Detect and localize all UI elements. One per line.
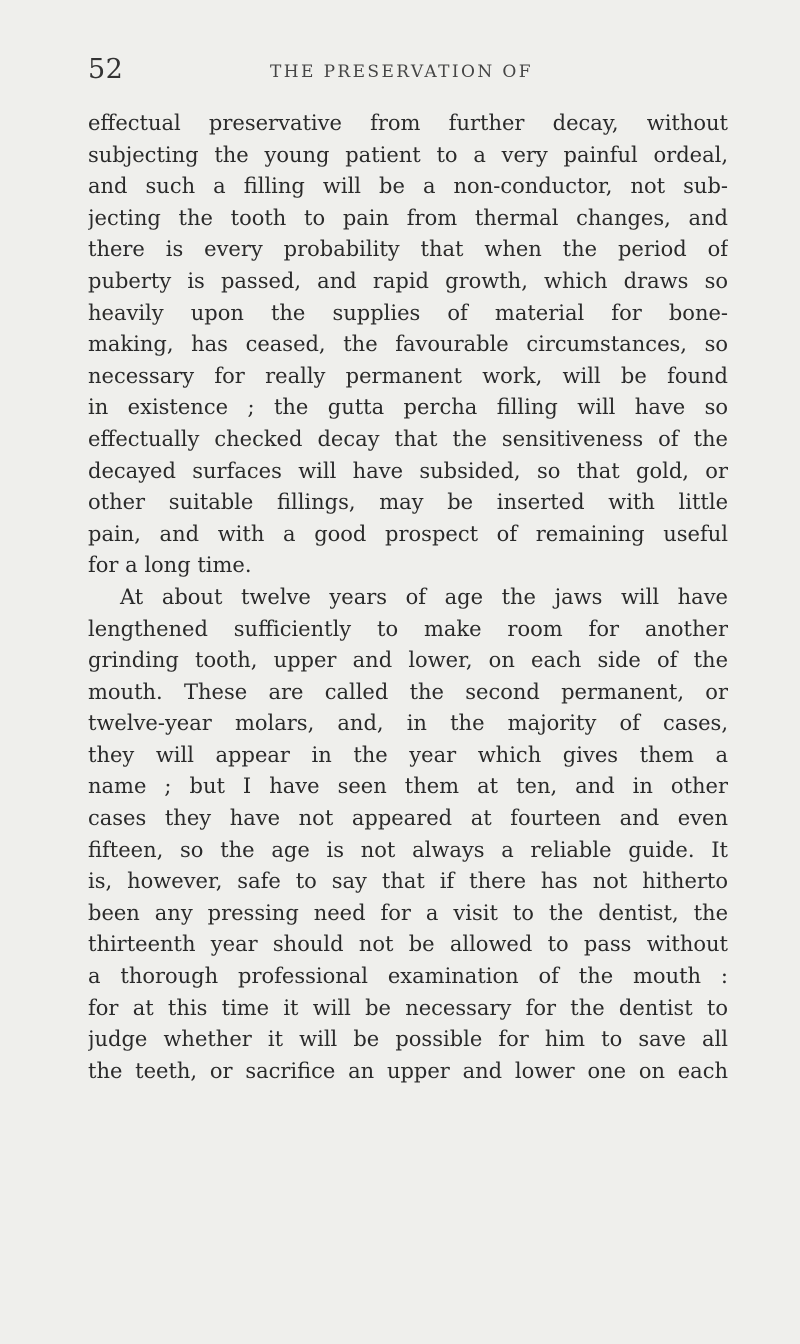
text-line: jecting the tooth to pain from thermal changes, and (88, 205, 728, 230)
text-line: and such a filling will be a non-conductor, not sub- (88, 174, 728, 199)
text-line: lengthened sufficiently to make room for another (88, 616, 728, 641)
text-line: heavily upon the supplies of material for bone- (88, 300, 728, 325)
page-header (88, 50, 728, 90)
body-text (88, 108, 728, 1087)
text-line: decayed surfaces will have subsided, so that gold, or (88, 458, 728, 483)
text-line: puberty is passed, and rapid growth, which draws so (88, 268, 728, 293)
text-line: they will appear in the year which gives them a (88, 742, 728, 767)
text-line: the teeth, or sacrifice an upper and lower one on each (88, 1058, 728, 1083)
text-line: fifteen, so the age is not always a reliable guide. It (88, 837, 728, 862)
text-line: for a long time. (88, 553, 252, 578)
text-line: effectual preservative from further decay, without (88, 111, 728, 135)
text-line: necessary for really permanent work, will be found (88, 363, 728, 388)
page-number: 52 (88, 54, 124, 85)
text-line: subjecting the young patient to a very painful ordeal, (88, 142, 728, 167)
text-line: there is every probability that when the period of (88, 237, 728, 262)
text-line: a thorough professional examination of the mouth : (88, 964, 728, 989)
text-line: making, has ceased, the favourable circumstances, so (88, 332, 728, 357)
running-head: THE PRESERVATION OF (270, 62, 533, 82)
text-line: mouth. These are called the second permanent, or (88, 679, 728, 704)
text-line: twelve-year molars, and, in the majority of cases, (88, 711, 728, 736)
text-line: grinding tooth, upper and lower, on each side of the (88, 648, 728, 673)
text-line: is, however, safe to say that if there has not hitherto (88, 869, 728, 894)
text-line: name ; but I have seen them at ten, and in other (88, 774, 728, 799)
text-line: for at this time it will be necessary for the dentist to (88, 995, 728, 1020)
text-line: other suitable fillings, may be inserted with little (88, 490, 728, 515)
text-line: At about twelve years of age the jaws will have (120, 584, 728, 609)
text-line: pain, and with a good prospect of remaining useful (88, 521, 728, 546)
text-line: effectually checked decay that the sensitiveness of the (88, 426, 728, 451)
text-line: in existence ; the gutta percha filling will have so (88, 395, 728, 420)
text-line: been any pressing need for a visit to the dentist, the (88, 900, 728, 925)
text-line: judge whether it will be possible for him to save all (88, 1027, 728, 1052)
text-line: thirteenth year should not be allowed to pass without (88, 932, 728, 957)
text-line: cases they have not appeared at fourteen and even (88, 806, 728, 831)
